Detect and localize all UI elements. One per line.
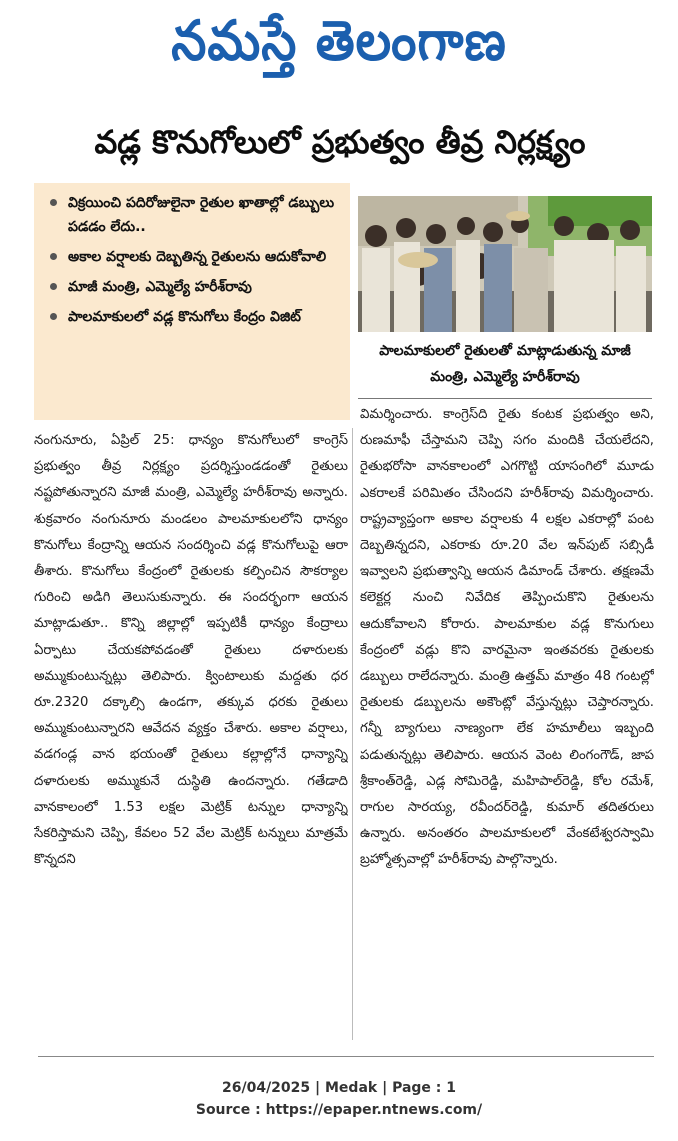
highlight-text: మాజీ మంత్రి, ఎమ్మెల్యే హరీశ్‌రావు bbox=[68, 279, 252, 295]
crowd-photo-illustration bbox=[358, 196, 652, 332]
highlight-item bbox=[48, 245, 344, 269]
highlight-text: అకాల వర్షాలకు దెబ్బతిన్న రైతులను ఆదుకోవాలి bbox=[68, 249, 327, 265]
article-headline: వడ్ల కొనుగోలులో ప్రభుత్వం తీవ్ర నిర్లక్ష్యం bbox=[94, 123, 586, 161]
highlight-text: పాలమాకులలో వడ్ల కొనుగోలు కేంద్రం విజిట్ bbox=[68, 309, 301, 325]
highlight-text: విక్రయించి పదిరోజులైనా రైతుల ఖాతాల్లో డబ్బులు పడడం లేదు.. bbox=[68, 195, 335, 235]
highlights-box bbox=[34, 183, 350, 420]
highlight-item bbox=[48, 191, 344, 239]
article-photo bbox=[358, 196, 652, 332]
publication-meta: 26/04/2025 | Medak | Page : 1 bbox=[221, 1080, 457, 1096]
bullet-icon bbox=[50, 313, 57, 320]
bullet-icon bbox=[50, 283, 57, 290]
footer-divider bbox=[38, 1056, 654, 1057]
bullet-icon bbox=[50, 199, 57, 206]
caption-divider bbox=[358, 398, 652, 399]
column-divider bbox=[352, 428, 353, 1040]
highlight-item bbox=[48, 305, 344, 329]
masthead-title: నమస్తే తెలంగాణ bbox=[171, 8, 507, 73]
newspaper-masthead bbox=[0, 6, 678, 76]
photo-caption: పాలమాకులలో రైతులతో మాట్లాడుతున్న మాజీ మంత్రి, ఎమ్మెల్యే హరీశ్‌రావు bbox=[379, 343, 631, 385]
bullet-icon bbox=[50, 253, 57, 260]
highlight-item bbox=[48, 275, 344, 299]
article-body-right-column: విమర్శించారు. కాంగ్రెస్‌ది రైతు కంటక ప్రభుత్వం అని, రుణమాఫీ చేస్తామని చెప్పి సగం మందికి చేయలేదని, రైతుభరోసా వానకాలంలో ఎగగొట్టి యాసంగిలో మూడు ఎకరాలకే పరిమితం చేసిందని హరీశ్‌రావు విమర్శించారు. రాష్ట్రవ్యాప్తంగా అకాల వర్షాలకు 4 లక్షల ఎకరాల్లో పంట దెబ్బతిన్నదని, ఎకరాకు రూ.20 వేల ఇన్‌పుట్ సబ్సిడీ ఇవ్వాలని ప్రభుత్వాన్ని ఆయన డిమాండ్ చేశారు. తక్షణమే కలెక్టర్ల నుంచి నివేదిక తెప్పించుకొని రైతులను ఆదుకోవాలని కోరారు. పాలమాకుల వడ్ల కొనుగులు కేంద్రంలో వడ్లు కొని వారమైనా ఇంతవరకు రైతులకు డబ్బులు రాలేదన్నారు. మంత్రి ఉత్తమ్ మాత్రం 48 గంటల్లో రైతులకు డబ్బులను అకౌంట్లో వేస్తున్నట్లు చెప్తారన్నారు. గన్నీ బ్యాగులు నాణ్యంగా లేక హమాలీలు ఇబ్బంది పడుతున్నట్లు తెలిపారు. ఆయన వెంట లింగంగౌడ్, జాప శ్రీకాంత్‌రెడ్డి, ఎడ్ల సోమిరెడ్డి, మహిపాల్‌రెడ్డి, కోల రమేశ్, రాగుల సారయ్య, రవీందర్‌రెడ్డి, కుమార్ తదితరులు ఉన్నారు. అనంతరం పాలమాకులలో వేంకటేశ్వరస్వామి బ్రహ్మోత్సవాల్లో హరీశ్‌రావు పాల్గొన్నారు. bbox=[360, 407, 654, 868]
source-link[interactable]: Source : https://epaper.ntnews.com/ bbox=[195, 1102, 483, 1118]
article-body-left-column: నంగునూరు, ఏప్రిల్ 25: ధాన్యం కొనుగోలులో కాంగ్రెస్ ప్రభుత్వం తీవ్ర నిర్లక్ష్యం ప్రదర్శిస్తుండడంతో రైతులు నష్టపోతున్నారని మాజీ మంత్రి, ఎమ్మెల్యే హరీశ్‌రావు అన్నారు. శుక్రవారం నంగునూరు మండలం పాలమాకులలోని ధాన్యం కొనుగోలు కేంద్రాన్ని ఆయన సందర్శించి వడ్ల కొనుగోలుపై ఆరా తీశారు. కొనుగోలు కేంద్రంలో రైతులకు కల్పించిన సౌకర్యాల గురించి అడిగి తెలుసుకున్నారు. ఈ సందర్భంగా ఆయన మాట్లాడుతూ.. కొన్ని జిల్లాల్లో ఇప్పటికీ ధాన్యం కేంద్రాలు ఏర్పాటు చేయకపోవడంతో రైతులు దళారులకు అమ్ముకుంటున్నట్లు తెలిపారు. క్వింటాలుకు మద్దతు ధర రూ.2320 దక్కాల్సి ఉండగా, తక్కువ ధరకు రైతులు అమ్ముకుంటున్నారని ఆవేదన వ్యక్తం చేశారు. అకాల వర్షాలు, వడగండ్ల వాన భయంతో రైతులు కల్లాల్లోనే ధాన్యాన్ని దళారులకు అమ్ముకునే దుస్థితి ఉందన్నారు. గతేడాది వానకాలంలో 1.53 లక్షల మెట్రిక్ టన్నుల ధాన్యాన్ని సేకరిస్తామని చెప్పి, కేవలం 52 వేల మెట్రిక్ టన్నులు మాత్రమే కొన్నదని bbox=[34, 433, 348, 868]
